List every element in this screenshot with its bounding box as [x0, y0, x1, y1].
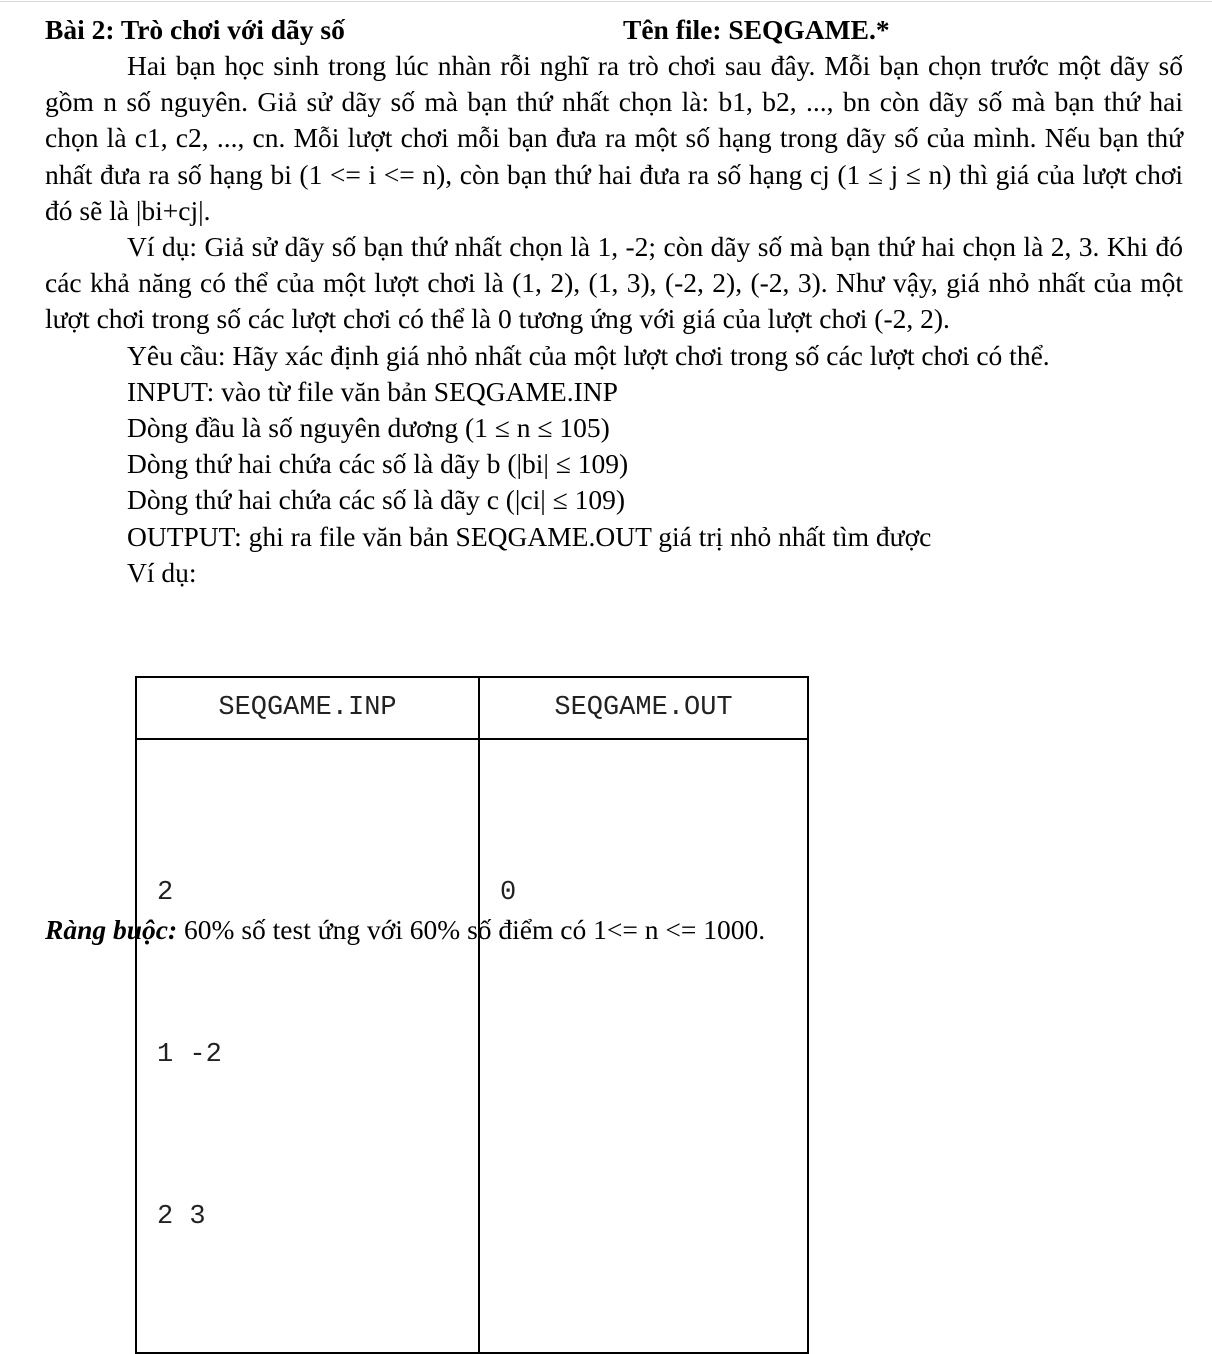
- input-line: 2 3: [157, 1202, 206, 1232]
- problem-title: Bài 2: Trò chơi với dãy số: [45, 14, 345, 45]
- constraint-text: 60% số test ứng với 60% số điểm có 1<= n <= 1000.: [177, 914, 766, 945]
- output-cell: [479, 739, 808, 1353]
- problem-document: [45, 12, 1183, 1232]
- input-cell: [136, 739, 479, 1353]
- input-line-1: Dòng đầu là số nguyên dương (1 ≤ n ≤ 105): [127, 412, 610, 444]
- table-row: [136, 739, 808, 1353]
- top-border-line: [0, 1, 1212, 2]
- input-file-header: SEQGAME.INP: [136, 677, 479, 739]
- input-line-2: Dòng thứ hai chứa các số là dãy b (|bi| ≤ 109): [127, 448, 629, 480]
- input-line: 1 -2: [157, 1040, 222, 1070]
- output-line: 0: [500, 878, 517, 908]
- input-line: 2: [157, 878, 174, 908]
- output-file-header: SEQGAME.OUT: [479, 677, 808, 739]
- constraint-label: Ràng buộc:: [45, 914, 178, 945]
- problem-description: Hai bạn học sinh trong lúc nhàn rỗi nghĩ ra trò chơi sau đây. Mỗi bạn chọn trước một dãy số gồm n số nguyên. Giả sử dãy số mà bạn thứ nhất chọn là: b1, b2, ..., bn còn dãy số mà bạn thứ hai chọn là c1, c2, ..., cn. Mỗi lượt chơi mỗi bạn đưa ra một số hạng trong dãy số của mình. Nếu bạn thứ nhất đưa ra số hạng bi (1 <= i <= n), còn bạn thứ hai đưa ra số hạng cj (1 ≤ j ≤ n) thì giá của lượt chơi đó sẽ là |bi+cj|.: [45, 50, 1183, 226]
- input-line-3: Dòng thứ hai chứa các số là dãy c (|ci| ≤ 109): [127, 484, 626, 516]
- input-heading: INPUT: vào từ file văn bản SEQGAME.INP: [127, 375, 618, 407]
- example-explanation: Ví dụ: Giả sử dãy số bạn thứ nhất chọn là 1, -2; còn dãy số mà bạn thứ hai chọn là 2, 3. Khi đó các khả năng có thể của một lượt chơi là (1, 2), (1, 3), (-2, 2), (-2, 3). Như vậy, giá nhỏ nhất của một lượt chơi trong số các lượt chơi có thể là 0 tương ứng với giá của lượt chơi (-2, 2).: [45, 231, 1183, 335]
- output-heading: OUTPUT: ghi ra file văn bản SEQGAME.OUT giá trị nhỏ nhất tìm được: [127, 520, 932, 552]
- table-header-row: [136, 677, 808, 739]
- requirement: Yêu cầu: Hãy xác định giá nhỏ nhất của một lượt chơi trong số các lượt chơi có thể.: [127, 339, 1050, 371]
- problem-header: [45, 12, 1183, 48]
- example-table: [135, 676, 809, 1354]
- file-name-label: Tên file: SEQGAME.*: [623, 14, 890, 45]
- example-heading: Ví dụ:: [127, 556, 197, 588]
- constraint-line: [45, 912, 765, 948]
